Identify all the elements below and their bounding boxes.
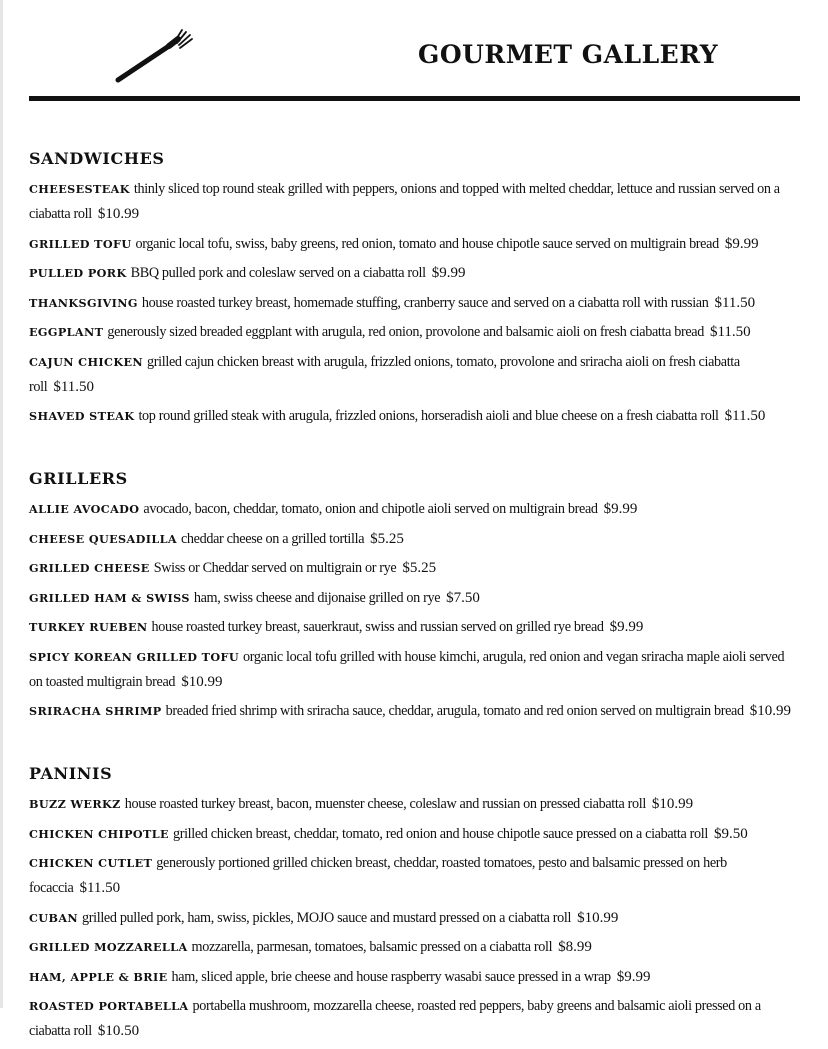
item-name: CUBAN [29, 910, 79, 925]
item-name: HAM, APPLE & BRIE [29, 969, 168, 984]
menu-section-paninis [29, 762, 799, 1044]
item-price: $9.99 [616, 968, 651, 985]
item-description: cheddar cheese on a grilled tortilla [180, 530, 365, 547]
menu-item-buzz-werkz [29, 792, 799, 817]
menu-item-chicken-chipotle [29, 822, 799, 847]
item-name: GRILLED TOFU [29, 236, 132, 251]
menu-item-grilled-cheese [29, 556, 799, 581]
menu-item-roasted-portabella [29, 994, 799, 1044]
item-price: $9.99 [724, 235, 759, 252]
menu-item-cajun-chicken [29, 350, 799, 400]
section-title: SANDWICHES [29, 149, 165, 168]
menu-section-grillers [29, 467, 799, 724]
item-name: GRILLED HAM & SWISS [29, 590, 190, 605]
item-description: house roasted turkey breast, sauerkraut, swiss and russian served on grilled rye bread [151, 619, 604, 635]
fork-icon [112, 22, 202, 86]
menu-item-chicken-cutlet [29, 851, 799, 901]
item-description: grilled cajun chicken breast with arugula, frizzled onions, tomato, provolone and sriracha aioli on fresh ciabatta roll [29, 353, 740, 395]
item-price: $10.99 [97, 206, 140, 222]
item-price: $11.50 [79, 880, 121, 896]
item-price: $9.50 [713, 825, 748, 842]
item-description: avocado, bacon, cheddar, tomato, onion and chipotle aioli served on multigrain bread [143, 501, 598, 517]
item-description: breaded fried shrimp with sriracha sauce, cheddar, arugula, tomato and red onion served on multigrain bread [165, 703, 744, 719]
item-name: CAJUN CHICKEN [29, 354, 144, 369]
item-description: house roasted turkey breast, homemade stuffing, cranberry sauce and served on a ciabatta roll with russian [141, 294, 709, 311]
page-edge [0, 0, 3, 1008]
menu-item-ham-apple-and-brie [29, 965, 799, 990]
item-name: GRILLED MOZZARELLA [29, 940, 188, 954]
menu-item-thanksgiving [29, 291, 799, 316]
item-description: grilled chicken breast, cheddar, tomato, red onion and house chipotle sauce pressed on a ciabatta roll [172, 825, 708, 842]
menu-item-cuban [29, 906, 799, 931]
menu-item-grilled-mozzarella [29, 935, 799, 960]
item-description: Swiss or Cheddar served on multigrain or rye [153, 560, 397, 576]
item-description: generously portioned grilled chicken breast, cheddar, roasted tomatoes, pesto and balsamic pressed on herb focaccia [29, 855, 727, 896]
item-name: SRIRACHA SHRIMP [29, 704, 162, 718]
item-description: organic local tofu, swiss, baby greens, red onion, tomato and house chipotle sauce served on multigrain bread [135, 235, 719, 252]
item-description: portabella mushroom, mozzarella cheese, roasted red peppers, baby greens and balsamic aioli pressed on a ciabatta roll [29, 998, 761, 1039]
item-price: $9.99 [431, 265, 466, 281]
item-price: $9.99 [603, 501, 638, 517]
item-description: house roasted turkey breast, bacon, muenster cheese, coleslaw and russian on pressed ciabatta roll [124, 796, 646, 812]
item-description: grilled pulled pork, ham, swiss, pickles, MOJO sauce and mustard pressed on a ciabatta roll [82, 909, 572, 926]
menu-body [29, 147, 799, 1049]
menu-section-sandwiches [29, 147, 799, 429]
item-name: PULLED PORK [29, 266, 127, 280]
item-name: BUZZ WERKZ [29, 797, 121, 811]
item-price: $10.99 [577, 909, 619, 926]
item-name: ALLIE AVOCADO [29, 502, 140, 516]
menu-item-allie-avocado [29, 497, 799, 522]
menu-item-shaved-steak [29, 404, 799, 429]
item-name: EGGPLANT [29, 325, 104, 339]
menu-item-grilled-tofu [29, 232, 799, 257]
item-name: TURKEY RUEBEN [29, 620, 148, 634]
item-price: $10.99 [181, 673, 223, 690]
item-price: $5.25 [402, 560, 437, 576]
page-title: GOURMET GALLERY [418, 40, 719, 69]
item-name: CHICKEN CHIPOTLE [29, 826, 169, 841]
item-name: CHEESE QUESADILLA [29, 531, 177, 546]
menu-item-pulled-pork [29, 261, 799, 286]
item-description: top round grilled steak with arugula, frizzled onions, horseradish aioli and blue cheese on a fresh ciabatta roll [138, 408, 719, 424]
item-name: THANKSGIVING [29, 295, 138, 310]
item-price: $10.99 [749, 703, 792, 719]
item-description: generously sized breaded eggplant with arugula, red onion, provolone and balsamic aioli on fresh ciabatta bread [107, 324, 704, 340]
item-description: organic local tofu grilled with house kimchi, arugula, red onion and vegan sriracha maple aioli served on toasted multigrain bread [29, 648, 785, 690]
item-name: SPICY KOREAN GRILLED TOFU [29, 649, 240, 664]
header-divider [29, 96, 800, 101]
item-description: mozzarella, parmesan, tomatoes, balsamic pressed on a ciabatta roll [191, 939, 553, 955]
menu-item-cheese-quesadilla [29, 527, 799, 552]
item-price: $5.25 [370, 530, 404, 547]
item-price: $8.99 [558, 939, 592, 955]
menu-header [0, 0, 828, 104]
item-price: $10.50 [97, 1023, 140, 1039]
item-description: thinly sliced top round steak grilled with peppers, onions and topped with melted cheddar, lettuce and russian served on a ciabatta roll [29, 181, 780, 222]
section-title: PANINIS [29, 764, 113, 783]
item-name: ROASTED PORTABELLA [29, 999, 189, 1013]
item-name: GRILLED CHEESE [29, 561, 150, 575]
item-price: $7.50 [446, 589, 480, 606]
item-price: $10.99 [651, 796, 694, 812]
menu-item-eggplant [29, 320, 799, 345]
menu-item-turkey-rueben [29, 615, 799, 640]
section-title: GRILLERS [29, 469, 128, 488]
menu-item-spicy-korean-grilled-tofu [29, 645, 799, 695]
menu-item-grilled-ham-and-swiss [29, 586, 799, 611]
item-description: BBQ pulled pork and coleslaw served on a ciabatta roll [130, 265, 426, 281]
item-price: $11.50 [53, 378, 95, 395]
item-name: CHICKEN CUTLET [29, 856, 153, 870]
menu-item-sriracha-shrimp [29, 699, 799, 724]
item-price: $11.50 [709, 324, 751, 340]
item-price: $11.50 [724, 408, 766, 424]
menu-item-cheesesteak [29, 177, 799, 227]
item-description: ham, swiss cheese and dijonaise grilled on rye [193, 589, 441, 606]
item-price: $9.99 [609, 619, 644, 635]
item-name: CHEESESTEAK [29, 182, 130, 196]
item-price: $11.50 [714, 294, 756, 311]
item-description: ham, sliced apple, brie cheese and house raspberry wasabi sauce pressed in a wrap [171, 968, 611, 985]
item-name: SHAVED STEAK [29, 409, 135, 423]
